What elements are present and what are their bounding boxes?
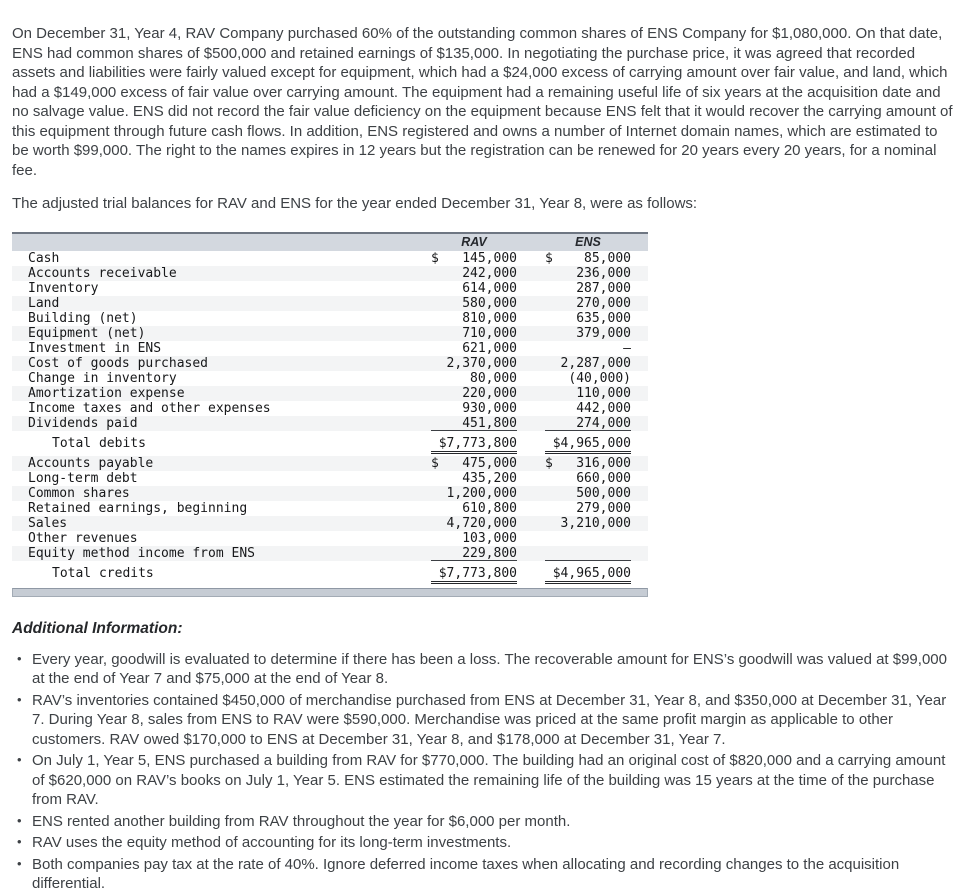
table-row <box>12 471 648 486</box>
table-row <box>12 501 648 516</box>
right-padding <box>631 401 648 416</box>
ens-value: 635,000 <box>576 310 631 326</box>
ens-value: $ 85,000 <box>545 250 631 266</box>
right-padding <box>631 566 648 581</box>
column-gap <box>517 296 545 311</box>
row-label: Common shares <box>28 485 130 501</box>
table-row <box>12 371 648 386</box>
table-row <box>12 266 648 281</box>
ens-value: 110,000 <box>576 385 631 401</box>
column-gap <box>517 531 545 546</box>
table-row <box>12 566 648 581</box>
row-label: Amortization expense <box>28 385 185 401</box>
ens-value: 3,210,000 <box>560 515 631 531</box>
dollar-sign: $ <box>545 455 553 471</box>
rav-value: $7,773,800 <box>431 436 517 454</box>
right-padding <box>631 416 648 431</box>
table-row <box>12 386 648 401</box>
row-label: Dividends paid <box>28 415 138 431</box>
right-padding <box>631 296 648 311</box>
table-row <box>12 251 648 266</box>
column-gap <box>517 486 545 501</box>
column-gap <box>517 281 545 296</box>
ens-value: 287,000 <box>576 280 631 296</box>
right-padding <box>631 531 648 546</box>
row-label: Total credits <box>52 565 154 581</box>
column-gap <box>517 456 545 471</box>
row-label: Other revenues <box>28 530 138 546</box>
column-gap <box>517 416 545 431</box>
column-gap <box>517 311 545 326</box>
rav-value: 621,000 <box>462 340 517 356</box>
table-row <box>12 516 648 531</box>
table-row <box>12 296 648 311</box>
ens-value: 236,000 <box>576 265 631 281</box>
ens-value: 2,287,000 <box>560 355 631 371</box>
row-label: Retained earnings, beginning <box>28 500 248 516</box>
column-gap <box>517 356 545 371</box>
right-padding <box>631 356 648 371</box>
dollar-sign: $ <box>545 250 553 266</box>
column-gap <box>517 436 545 451</box>
column-gap <box>517 251 545 266</box>
right-padding <box>631 436 648 451</box>
dollar-sign: $ <box>431 250 439 266</box>
table-row <box>12 356 648 371</box>
rav-value: 103,000 <box>462 530 517 546</box>
table-row <box>12 436 648 451</box>
ens-value: $4,965,000 <box>545 566 631 584</box>
right-padding <box>631 386 648 401</box>
right-padding <box>631 471 648 486</box>
table-row <box>12 416 648 431</box>
rav-value: $7,773,800 <box>431 566 517 584</box>
dollar-sign: $ <box>431 455 439 471</box>
ens-value: 379,000 <box>576 325 631 341</box>
right-padding <box>631 371 648 386</box>
column-gap <box>517 516 545 531</box>
rav-value: 435,200 <box>462 470 517 486</box>
rav-value: 930,000 <box>462 400 517 416</box>
rav-value: 451,800 <box>431 416 517 431</box>
additional-info-list <box>12 650 960 894</box>
right-padding <box>631 516 648 531</box>
row-label: Cash <box>28 250 60 266</box>
list-item: • RAV’s inventories contained $450,000 of merchandise purchased from ENS at December 31, Year 8, and $350,000 at December 31, Year 7. During Year 8, sales from ENS to RAV were $590,000. Merchandise was priced at the same profit margin as applicable to other customers. RAV owed $170,000 to ENS at December 31, Year 8, and $178,000 at December 31, Year 7. <box>12 691 960 750</box>
ens-value: (40,000) <box>568 370 631 386</box>
right-padding <box>631 251 648 266</box>
table-row <box>12 486 648 501</box>
rav-value: 80,000 <box>470 370 517 386</box>
table-row <box>12 311 648 326</box>
right-padding <box>631 456 648 471</box>
rav-value: $ 145,000 <box>431 250 517 266</box>
additional-info-heading: Additional Information: <box>12 619 183 637</box>
list-item: • ENS rented another building from RAV throughout the year for $6,000 per month. <box>12 812 960 832</box>
rav-value: 229,800 <box>431 546 517 561</box>
trial-balance-intro: The adjusted trial balances for RAV and ENS for the year ended December 31, Year 8, were as follows: <box>12 195 698 212</box>
column-gap <box>517 266 545 281</box>
column-gap <box>517 386 545 401</box>
table-body <box>12 251 648 581</box>
row-label: Total debits <box>52 435 146 451</box>
row-label: Accounts receivable <box>28 265 177 281</box>
table-row <box>12 456 648 471</box>
column-gap <box>517 546 545 561</box>
right-padding <box>631 486 648 501</box>
column-gap <box>517 371 545 386</box>
right-padding <box>631 281 648 296</box>
rav-value: 810,000 <box>462 310 517 326</box>
rav-value: 1,200,000 <box>446 485 517 501</box>
table-row <box>12 281 648 296</box>
row-label: Sales <box>28 515 68 531</box>
right-padding <box>631 311 648 326</box>
row-label: Building (net) <box>28 310 138 326</box>
rav-value: 2,370,000 <box>446 355 517 371</box>
list-item: • On July 1, Year 5, ENS purchased a building from RAV for $770,000. The building had an original cost of $820,000 and a carrying amount of $620,000 on RAV’s books on July 1, Year 5. ENS estimated the remaining life of the building was 15 years at the time of the purchase from RAV. <box>12 751 960 810</box>
horizontal-scrollbar[interactable] <box>12 588 648 597</box>
ens-value: 442,000 <box>576 400 631 416</box>
row-label: Equity method income from ENS <box>28 545 255 561</box>
row-label: Change in inventory <box>28 370 177 386</box>
rav-value: 242,000 <box>462 265 517 281</box>
ens-value: 270,000 <box>576 295 631 311</box>
column-header-ens: ENS <box>575 235 601 249</box>
list-item: • Every year, goodwill is evaluated to determine if there has been a loss. The recoverable amount for ENS’s goodwill was valued at $99,000 at the end of Year 7 and $75,000 at the end of Year 8. <box>12 650 960 689</box>
row-label: Inventory <box>28 280 99 296</box>
ens-value: $4,965,000 <box>545 436 631 454</box>
intro-paragraph: On December 31, Year 4, RAV Company purchased 60% of the outstanding common shares of ENS Company for $1,080,000. On that date, ENS had common shares of $500,000 and retained earnings of $135,000. In negotiating the purchase price, it was agreed that recorded assets and liabilities were fairly valued except for equipment, which had a $24,000 excess of carrying amount over fair value, and land, which had a $149,000 excess of fair value over carrying amount. The equipment had a remaining useful life of six years at the acquisition date and no salvage value. ENS did not record the fair value deficiency on the equipment because ENS felt that it would recover the carrying amount of this equipment through future cash flows. In addition, ENS registered and owns a number of Internet domain names, which are estimated to be worth $99,000. The right to the names expires in 12 years but the registration can be renewed for 20 years every 20 years, for a nominal fee. <box>12 25 953 179</box>
rav-value: 614,000 <box>462 280 517 296</box>
ens-value: 274,000 <box>545 416 631 431</box>
table-row <box>12 401 648 416</box>
ens-value: — <box>623 340 631 356</box>
row-label: Long-term debt <box>28 470 138 486</box>
list-item: • RAV uses the equity method of accounting for its long-term investments. <box>12 833 960 853</box>
rav-value: 610,800 <box>462 500 517 516</box>
ens-value <box>545 546 631 561</box>
ens-value: $ 316,000 <box>545 455 631 471</box>
right-padding <box>631 341 648 356</box>
ens-value: 660,000 <box>576 470 631 486</box>
row-label: Land <box>28 295 60 311</box>
ens-value: 279,000 <box>576 500 631 516</box>
row-label: Accounts payable <box>28 455 154 471</box>
rav-value: $ 475,000 <box>431 455 517 471</box>
ens-value: 500,000 <box>576 485 631 501</box>
column-gap <box>517 566 545 581</box>
rav-value: 710,000 <box>462 325 517 341</box>
column-gap <box>517 401 545 416</box>
right-padding <box>631 501 648 516</box>
row-label: Equipment (net) <box>28 325 146 341</box>
column-gap <box>517 326 545 341</box>
right-padding <box>631 266 648 281</box>
row-label: Investment in ENS <box>28 340 162 356</box>
right-padding <box>631 326 648 341</box>
column-header-rav: RAV <box>461 235 487 249</box>
rav-value: 580,000 <box>462 295 517 311</box>
ens-value <box>545 531 631 546</box>
table-row <box>12 531 648 546</box>
table-row <box>12 341 648 356</box>
table-row <box>12 326 648 341</box>
table-header-row <box>12 232 648 251</box>
list-item: • Both companies pay tax at the rate of 40%. Ignore deferred income taxes when allocating and recording changes to the acquisition differential. <box>12 855 960 894</box>
row-label: Income taxes and other expenses <box>28 400 271 416</box>
trial-balance-table <box>12 232 648 581</box>
row-label: Cost of goods purchased <box>28 355 209 371</box>
rav-value: 220,000 <box>462 385 517 401</box>
column-gap <box>517 341 545 356</box>
column-gap <box>517 501 545 516</box>
rav-value: 4,720,000 <box>446 515 517 531</box>
table-row <box>12 546 648 561</box>
right-padding <box>631 546 648 561</box>
column-gap <box>517 471 545 486</box>
